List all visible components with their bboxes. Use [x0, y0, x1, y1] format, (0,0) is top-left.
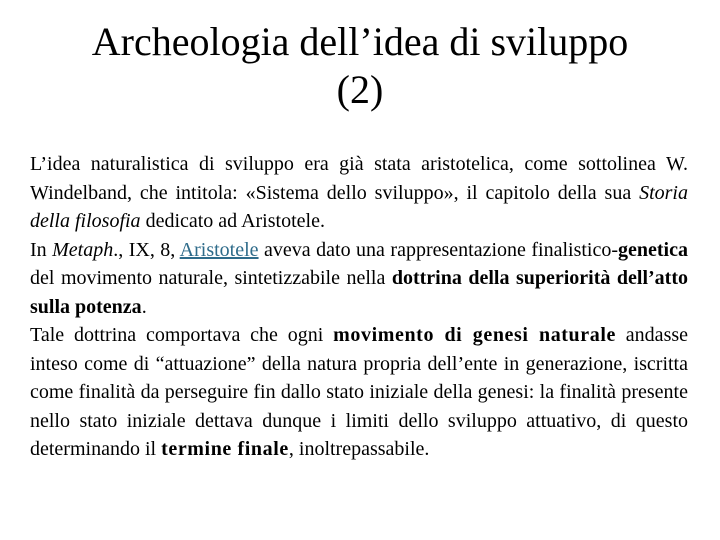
- p3-bold-movimento: movimento di genesi naturale: [333, 324, 616, 346]
- p3-text-3: andasse inteso come di “attuazione” della natura propria dell’ente in generazione, iscritta come finalità da perseguire fin dallo stato iniziale della genesi: la finalità presente nello stato iniziale dettava dunque i limiti dello sviluppo attuativo, di questo determinando il: [30, 324, 689, 460]
- title-line-1: Archeologia dell’idea di sviluppo: [91, 19, 629, 64]
- p3-text-1: Tale dottrina comportava che ogni: [30, 324, 334, 346]
- paragraph-1: [30, 150, 688, 236]
- p2-text-8: .: [141, 295, 147, 318]
- title-line-2: (2): [336, 67, 384, 112]
- p2-bold-dottrina: dottrina della superiorità dell’atto sulla potenza: [30, 267, 688, 318]
- paragraph-2: [30, 236, 688, 322]
- p2-bold-genetica: genetica: [618, 238, 688, 261]
- p3-bold-termine: termine finale: [161, 438, 289, 460]
- p3-text-5: , inoltrepassabile.: [288, 438, 430, 460]
- p2-text-6: del movimento naturale, sintetizzabile nella: [30, 267, 392, 289]
- p2-text-3: ., IX, 8,: [113, 238, 180, 261]
- paragraph-3: [30, 321, 688, 464]
- p2-text-4: aveva dato una rappresentazione finalistico-: [258, 238, 619, 261]
- p2-work-title: Metaph: [52, 238, 114, 261]
- slide-body: [30, 150, 688, 464]
- slide-title: [40, 18, 680, 114]
- p1-text-1: L’idea naturalistica di sviluppo era già stata aristotelica, come sottolinea W. Windelband, che intitola: «Sistema dello sviluppo», il capitolo della sua: [30, 153, 688, 204]
- p1-text-3: dedicato ad Aristotele.: [140, 210, 325, 232]
- p2-text-1: In: [30, 238, 53, 261]
- aristotele-link[interactable]: Aristotele: [179, 238, 259, 261]
- p1-book-title: Storia della filosofia: [30, 181, 688, 232]
